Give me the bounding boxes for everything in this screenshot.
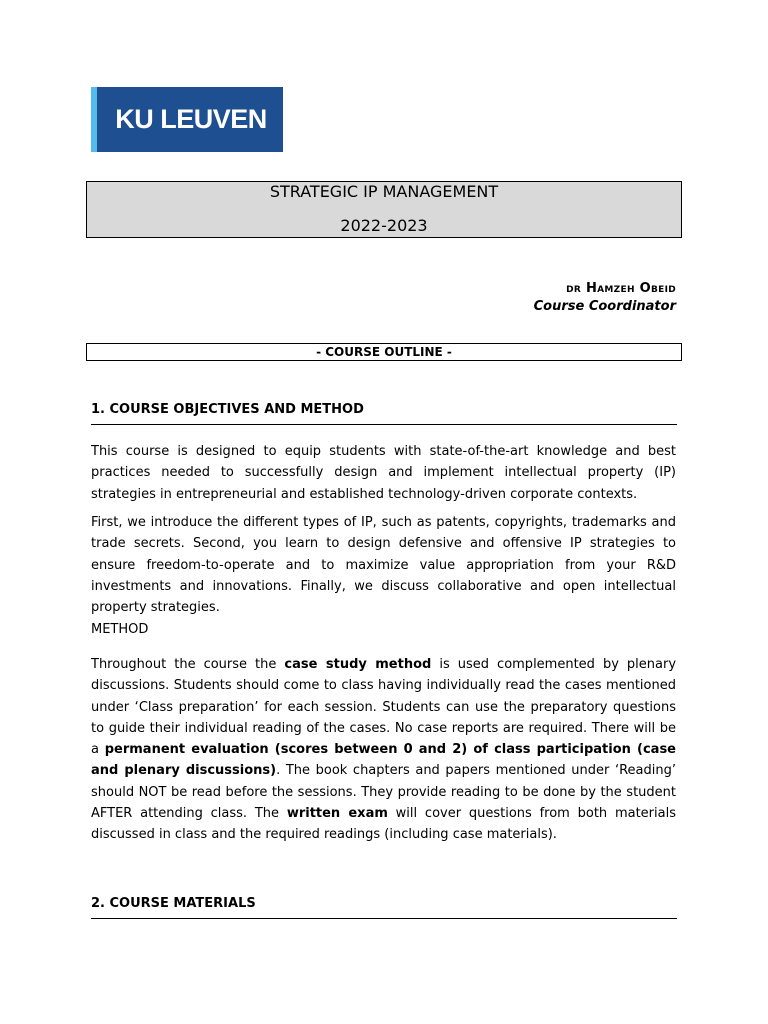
objectives-paragraph-1: This course is designed to equip students with state-of-the-art knowledge and best practices needed to successfully design and implement intellectual property (IP) strategies in entrepreneurial and established technology-driven corporate contexts. xyxy=(91,444,676,502)
objectives-paragraph-2: First, we introduce the different types of IP, such as patents, copyrights, trademarks and trade secrets. Second, you learn to design defensive and offensive IP strategies to ensure freedom-to-operate and to maximize value appropriation from your R&D investments and innovations. Finally, we discuss collaborative and open intellectual property strategies. xyxy=(91,515,676,616)
method-text-2: is used complemented by plenary discussions. Students should come to class having individually read the cases mentioned under ‘Class preparation’ for each session. Students can use the preparatory questions to guide their individual reading of the cases. No case reports are required. There will be a xyxy=(91,657,677,758)
method-paragraph xyxy=(91,654,676,846)
course-title: STRATEGIC IP MANAGEMENT xyxy=(269,182,499,201)
section-2-heading: 2. COURSE MATERIALS xyxy=(91,896,677,919)
title-box xyxy=(86,181,682,238)
method-text-3: . The book chapters and papers mentioned under ‘Reading’ should NOT be read before the sessions. They provide reading to be done by the student AFTER attending class. The xyxy=(91,763,676,822)
method-bold-2: permanent evaluation (scores between 0 and 2) of class participation (case and plenary discussions) xyxy=(91,742,676,779)
method-bold-1: case study method xyxy=(284,657,432,672)
method-text-4: will cover questions from both materials discussed in class and the required readings (including case materials). xyxy=(91,806,676,843)
method-label: METHOD xyxy=(91,622,149,637)
course-outline-label: - COURSE OUTLINE - xyxy=(86,343,682,361)
section-1-heading: 1. COURSE OBJECTIVES AND METHOD xyxy=(91,402,677,425)
author-name: dr Hamzeh Obeid xyxy=(566,281,676,296)
author-role: Course Coordinator xyxy=(533,299,676,314)
author-block xyxy=(534,280,676,316)
academic-year: 2022-2023 xyxy=(340,216,428,235)
method-text-1: Throughout the course the xyxy=(91,657,285,672)
method-bold-3: written exam xyxy=(286,806,388,822)
ku-leuven-logo xyxy=(91,87,283,152)
logo-text: KU LEUVEN xyxy=(115,104,267,134)
